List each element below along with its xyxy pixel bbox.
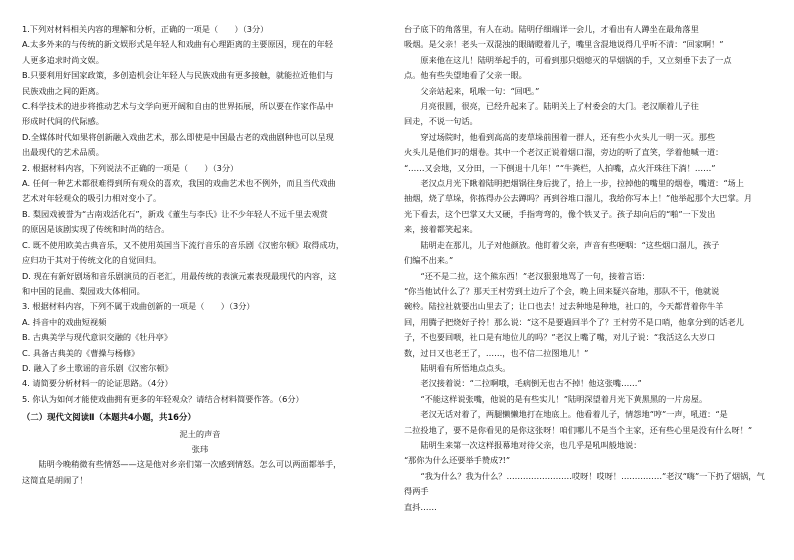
story-line: 回，用腾子把烧好子拎！那么说：“这不是要過回半个了？王村劳不是口哨，他拿分到的话老儿 — [404, 316, 744, 327]
story-line: 月亮很圆，很亮，已经升起来了。陆明关上了村委会的大门。老汉顺着儿子往 — [420, 101, 699, 112]
article-title: 泥土的声音 — [179, 428, 221, 439]
question-1-option-c: C.科学技术的进步将推动艺术与文学向更开阔和自由的世界拓展，所以要在作家作品中 — [22, 101, 334, 112]
article-intro: 陆明今晚稍微有些情怒——这是他对乡亲们第一次感到情怒。怎么可以两面都举手， — [38, 459, 342, 470]
story-line: 父亲站起来，吼喉一句：“回吧。” — [420, 85, 540, 96]
right-column — [404, 22, 772, 515]
story-line: “你当他试什么了？那天王村劳到土边斤了个会，晚上回来疑兴奋地，那队不干，他就说 — [404, 285, 720, 296]
question-1-option-d: D.全媒体时代如果将创新融入戏曲艺术，那么即使是中国最古老的戏曲剧种也可以呈现 — [22, 131, 334, 142]
story-line: 老汉无话对着了，两腿懒懒地打在地底上。他看着儿子，情怨地“哼”一声，吼道：“是 — [420, 409, 728, 420]
story-line: “我为什么？我为什么？……………………哎呀！哎呀！……………”老汉“嗨”一下扔了烟锅，气得两手 — [404, 470, 765, 497]
question-3-option-b: B. 古典美学与现代意识交融的《牡丹亭》 — [22, 332, 173, 343]
question-1-stem: 1.下列对材料相关内容的理解和分析，正确的一项是（ ）（3分） — [22, 24, 269, 34]
story-line: 碗柃。陆拉社就要出山里去了；让口也去！过去种地是种地，社口的，今天都背着你牛羊 — [404, 301, 724, 312]
story-line: 火头儿是他们叼的烟卷。其中一个老汉正说着烟口溜，旁边的听了直笑，学着他喊一道： — [404, 147, 724, 158]
question-2-option-a: A. 任何一种艺术都很难得到所有观众的喜欢，我国的戏曲艺术也不例外，而且当代戏曲 — [22, 178, 336, 189]
story-line: 吸烟。是父亲！老头一双混浊的眼睛瞪着儿子，嘴里含混地说得几乎听不清：“回家啊！” — [404, 39, 724, 50]
story-line: 子，不也要回喂，社口是有地位儿的吗？”老汉上嘴了嘴，对儿子说：“我活这么大岁口 — [404, 332, 716, 343]
question-2-option-c-cont: 应归功于其对于传统文化的自觉回归。 — [22, 255, 162, 266]
story-line: 来，接着都笑起来。 — [404, 224, 478, 235]
article-intro-cont: 这简直是胡闹了！ — [22, 474, 88, 485]
story-line: 们编不出来。” — [404, 255, 454, 266]
story-line: 原来他在这儿！陆明举起手的，可看到那只烟熄灭的旱烟锅的手，又立刻垂下去了一点 — [420, 54, 732, 65]
left-column — [22, 22, 378, 488]
story-line: 陆明生来第一次这样报幕地对待父亲，也几乎是吼叫般地说： — [420, 439, 642, 450]
question-1-option-a-cont: 人更多追求时尚文娱。 — [22, 54, 104, 65]
question-1-option-c-cont: 形成时代间的代际感。 — [22, 116, 104, 127]
section-heading: （二）现代文阅读Ⅱ（本题共4小题，共16分） — [22, 412, 196, 423]
story-line: “……又会地，又分田，一下倒退十几年！”“牛粪栏，人拍嘴，点火汗珠往下淌！……” — [404, 162, 716, 173]
story-line: 数，过日又也老王了，……，也不信二拉图地儿！” — [404, 347, 589, 358]
question-2-option-c: C. 既不使用欧美古典音乐，又不使用英国当下流行音乐的音乐剧《汉密尔顿》取得成功， — [22, 239, 345, 250]
story-line: 二拉投地了，要不是你看见的是你这张呀！咱们哪儿不是当个主家，还有些心里是没有什么呀！” — [404, 424, 753, 435]
story-line: 光下看去，这个巴掌又大又硬，手指弯弯的，像个铁叉子。孩子却向后的“啪”一下发出 — [404, 208, 716, 219]
question-3-stem: 3. 根据材料内容，下列不属于戏曲创新的一项是（ ）（3分） — [22, 301, 255, 312]
story-line: “不能这样说张嘴，他说的是有些实儿！”陆明深望着月光下黄黑黑的一片房屋。 — [420, 393, 708, 404]
question-3-option-c: C. 具备古典美的《曹操与杨修》 — [22, 347, 140, 358]
question-2-option-d: D. 现在有新好剧场和音乐剧演员的百老汇，用最传统的表演元素表现最现代的内容，这 — [22, 270, 337, 281]
question-3-option-a: A. 抖音中的戏曲短视频 — [22, 316, 107, 327]
story-line: 台子底下的角落里，有人在动。陆明仔细端详一会儿，才看出有人蹲坐在最角落里 — [404, 24, 699, 34]
question-4: 4. 请简要分析材料一的论证思路。（4分） — [22, 378, 173, 389]
question-2-option-b: B. 梨园戏被誉为“古南戏活化石”，新戏《董生与李氏》让不少年轻人不远千里去观赏 — [22, 208, 328, 219]
story-line: 穿过场院时，他看到高高的麦草垛前围着一群人，还有些小火头儿一明一灭。那些 — [420, 131, 716, 142]
question-2-option-b-cont: 的原因是该剧实现了传统和时尚的结合。 — [22, 224, 170, 235]
question-1-option-b: B.只要利用好国家政策，多创造机会让年轻人与民族戏曲有更多接触，就能拉近他们与 — [22, 70, 334, 81]
story-line: “那你为什么还要举手赞成?!” — [404, 455, 511, 466]
article-author: 张玮 — [191, 443, 209, 454]
story-line: 点。他有些失望地看了父亲一眼。 — [404, 70, 527, 81]
story-line: 老汉接着说：“二拉啊哦，毛病倒无也古不掉！他这张嘴……” — [420, 378, 642, 389]
question-1-option-a: A.太多外来的与传统的新文娱形式是年轻人和戏曲有心理距离的主要原因，现在的年轻 — [22, 39, 333, 50]
story-line: 陆明走在那儿，儿子对他颜放。他盯着父亲，声音有些哽咽：“这些烟口溜儿，孩子 — [420, 239, 720, 250]
question-2-stem: 2. 根据材料内容，下列说法不正确的一项是（ ）（3分） — [22, 162, 239, 173]
story-line: 老汉点月光下瞅着陆明把烟锅往身后拢了，拾上一步，拉掉他的嘴里的烟卷，嘴道：“场上 — [420, 178, 744, 189]
question-5: 5. 你认为如何才能使戏曲拥有更多的年轻观众？请结合材料简要作答。（6分） — [22, 393, 304, 404]
question-2-option-a-cont: 艺术对年轻观众的吸引力相对变小了。 — [22, 193, 162, 204]
story-line: “还不是二拉，这个熊东西！”老汉狠狠地骂了一句，接着言语： — [420, 270, 650, 281]
story-line: 直抖…… — [404, 501, 437, 512]
story-line: 回走，不说一句话。 — [404, 116, 478, 127]
question-2-option-d-cont: 和中国的昆曲、梨园戏大体相同。 — [22, 285, 145, 296]
story-line: 陆明看有所悟地点点头。 — [420, 362, 511, 373]
story-line: 抽烟，烧了草垛，你拣得办公去蹲吗？再到谷堆口溜儿，我给你写本上！”他举起那个大巴掌。月 — [404, 193, 753, 204]
question-1-option-d-cont: 出最现代的艺术品质。 — [22, 147, 104, 158]
question-3-option-d: D. 融入了乡土歌谣的音乐剧《汉密尔顿》 — [22, 362, 173, 373]
question-1-option-b-cont: 民族戏曲之间的距离。 — [22, 85, 104, 96]
